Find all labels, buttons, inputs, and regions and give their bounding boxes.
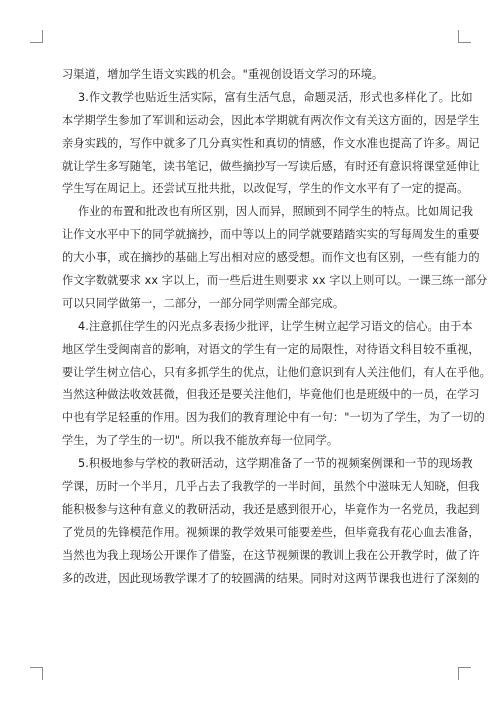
text-line: 地区学生受闽南音的影响，对语文的学生有一定的局限性，对待语文科目较不重视， xyxy=(62,342,480,356)
text-line: 习渠道，增加学生语文实践的机会。"重视创设语文学习的环境。 xyxy=(62,68,384,81)
text-line: 中也有学足轻重的作用。因为我们的教育理论中有一句："一切为了学生，为了一切的 xyxy=(62,411,485,425)
text-line: 了党员的先锋模范作用。视频课的教学效果可能要差些，但毕竟我有花心血去准备， xyxy=(62,525,480,539)
crop-mark-top-left xyxy=(30,30,43,43)
text-line: 可以只同学做第一，二部分，一部分同学则需全部完成。 xyxy=(62,296,345,310)
text-line: 当然这种做法收效甚微，但我还是要关注他们，毕竟他们也是班级中的一员，在学习 xyxy=(62,388,480,402)
text-line: 让作文水平中下的同学就摘抄，而中等以上的同学就要踏踏实实的写每周发生的重要 xyxy=(62,228,480,242)
crop-mark-top-right xyxy=(458,30,471,43)
crop-mark-bottom-right xyxy=(458,667,471,680)
text-line: 本学期学生参加了军训和运动会，因此本学期就有两次作文有关这方面的，因是学生 xyxy=(62,113,480,127)
text-line: 5.积极地参与学校的教研活动，这学期准备了一节的视频案例课和一节的现场教 xyxy=(78,457,473,471)
text-line: 当然也为我上现场公开课作了借鉴，在这节视频课的教训上我在公开教学时，做了许 xyxy=(62,548,480,562)
text-line: 多的改进，因此现场教学课才了的较圆满的结果。同时对这两节课我也进行了深刻的 xyxy=(62,571,480,585)
text-line: 能积极参与这种有意义的教研活动，我还是感到很开心，毕竟作为一名党员，我起到 xyxy=(62,502,480,516)
text-line: 亲身实践的，写作中就多了几分真实性和真切的情感，作文水准也提高了许多。周记 xyxy=(62,136,480,150)
document-body xyxy=(62,64,491,590)
text-line: 就让学生多写随笔，读书笔记，做些摘抄写一写读后感，有时还有意识将课堂延伸让 xyxy=(62,159,480,173)
text-line: 学课，历时一个半月，几乎占去了我教学的一半时间，虽然个中滋味无人知晓，但我 xyxy=(62,480,480,494)
text-line: 要让学生树立信心，只有多抓学生的优点，让他们意识到有人关注他们，有人在乎他。 xyxy=(62,365,491,379)
text-line: 3.作文教学也贴近生活实际，富有生活气息，命题灵活，形式也多样化了。比如 xyxy=(78,90,473,104)
text-line: 的大小事，或在摘抄的基础上写出相对应的感受想。而作文也有区别，一些有能力的 xyxy=(62,251,480,265)
text-line: 学生写在周记上。还尝试互批共批，以改促写，学生的作文水平有了一定的提高。 xyxy=(62,182,469,196)
text-line: 作文字数就要求 xx 字以上，而一些后进生则要求 xx 字以上则可以。一课三练一部分 xyxy=(62,274,488,288)
text-line: 作业的布置和批改也有所区别，因人而异，照顾到不同学生的特点。比如周记我 xyxy=(78,205,474,219)
crop-mark-bottom-left xyxy=(30,667,43,680)
text-line: 学生，为了学生的一切"。所以我不能放弃每一位同学。 xyxy=(62,434,339,448)
text-line: 4.注意抓住学生的闪光点多表扬少批评，让学生树立起学习语文的信心。由于本 xyxy=(78,319,473,333)
